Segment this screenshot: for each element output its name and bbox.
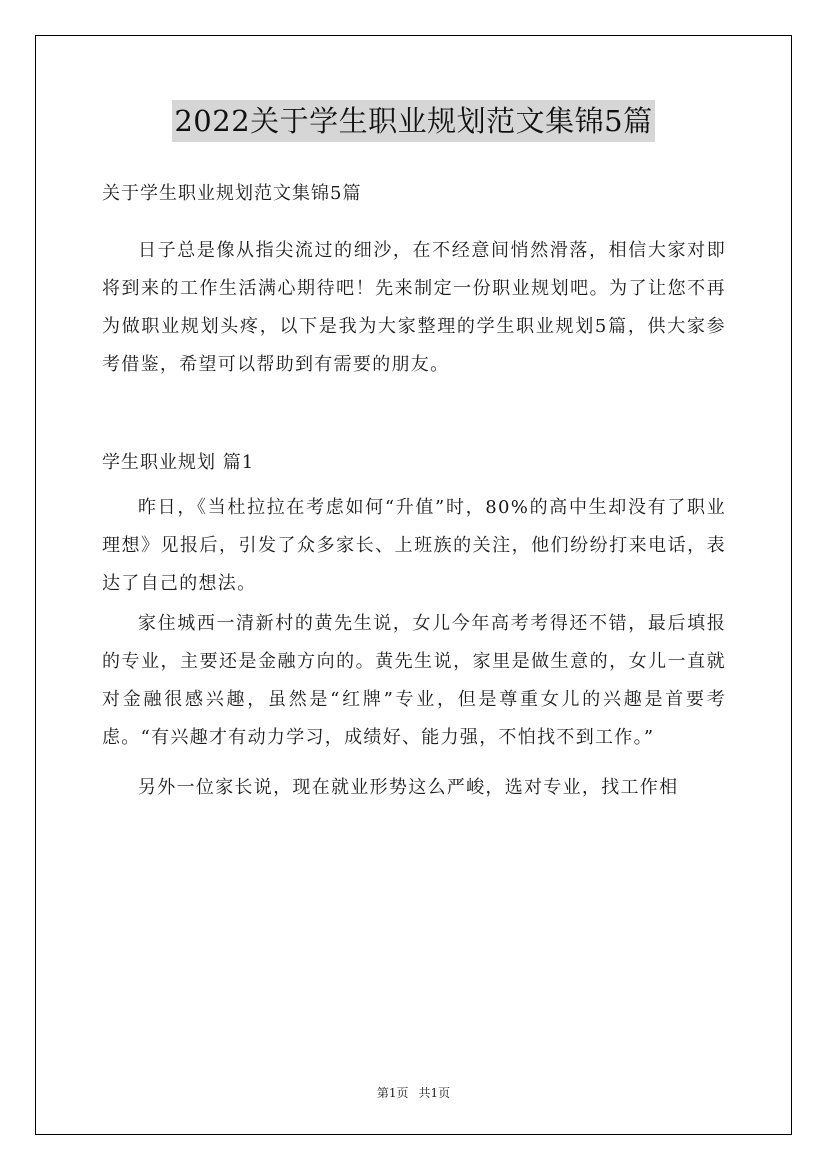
document-subtitle: 关于学生职业规划范文集锦5篇 — [102, 183, 362, 204]
body-paragraph-2: 家住城西一清新村的黄先生说，女儿今年高考考得还不错，最后填报的专业，主要还是金融方向的。黄先生说，家里是做生意的，女儿一直就对金融很感兴趣，虽然是“红牌”专业，但是尊重女儿的兴趣是首要考虑。“有兴趣才有动力学习，成绩好、能力强，不怕找不到工作。” — [102, 613, 726, 748]
body-paragraph-1: 昨日，《当杜拉拉在考虑如何“升值”时，80%的高中生却没有了职业理想》见报后，引发了众多家长、上班族的关注，他们纷纷打来电话，表达了自己的想法。 — [102, 497, 726, 594]
body-paragraph-3: 另外一位家长说，现在就业形势这么严峻，选对专业，找工作相 — [138, 777, 679, 798]
section-heading: 学生职业规划 篇1 — [102, 452, 255, 473]
page-number-total: 共1页 — [418, 1086, 451, 1100]
page-number-current: 第1页 — [376, 1086, 409, 1100]
title-area — [0, 100, 827, 142]
document-title[interactable]: 2022关于学生职业规划范文集锦5篇 — [172, 100, 654, 142]
intro-paragraph: 日子总是像从指尖流过的细沙，在不经意间悄然滑落，相信大家对即将到来的工作生活满心期待吧！先来制定一份职业规划吧。为了让您不再为做职业规划头疼，以下是我为大家整理的学生职业规划5篇，供大家参考借鉴，希望可以帮助到有需要的朋友。 — [102, 240, 726, 375]
document-body — [102, 176, 726, 807]
page-footer — [0, 1084, 827, 1101]
